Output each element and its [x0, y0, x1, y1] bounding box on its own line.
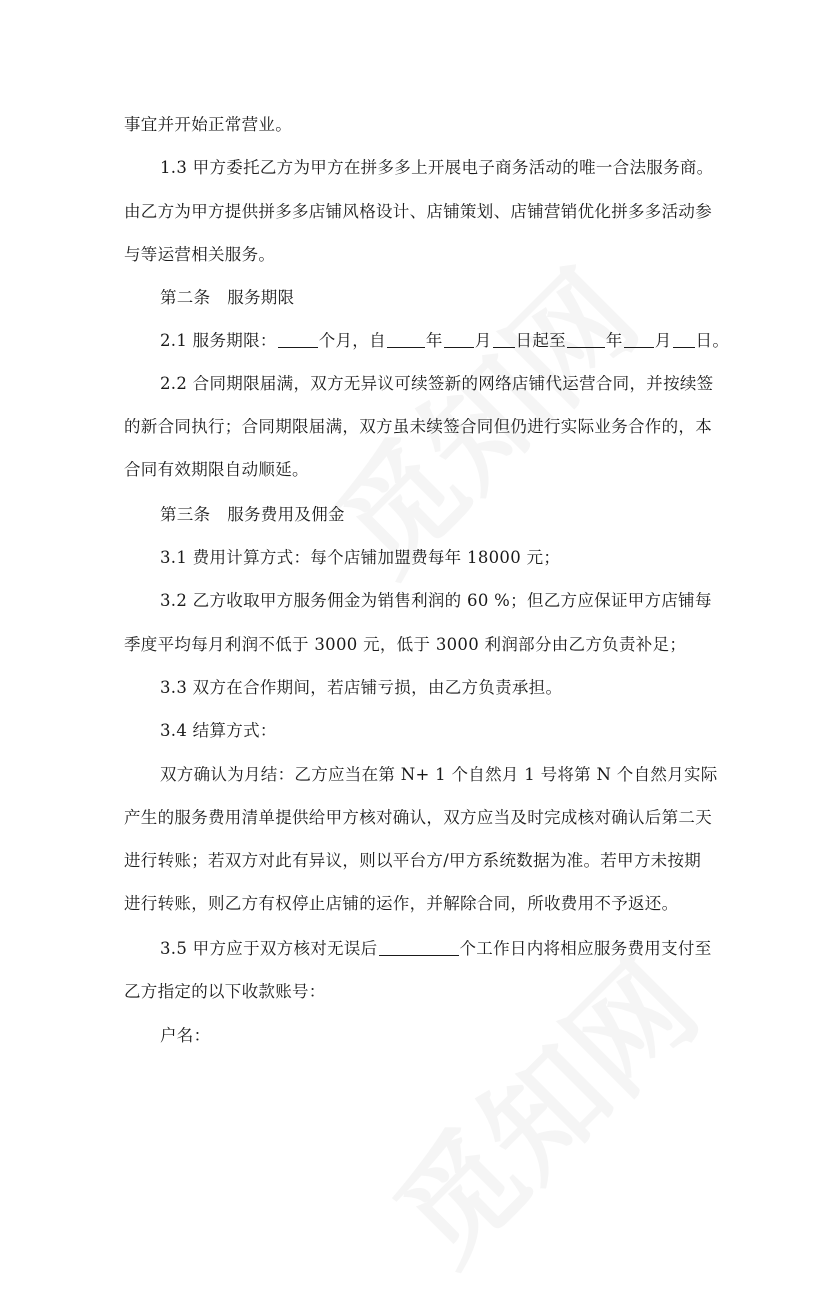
start-month-label: 月 [474, 331, 492, 350]
paragraph-line: 由乙方为甲方提供拼多多店铺风格设计、店铺策划、店铺营销优化拼多多活动参 [124, 202, 712, 221]
paragraph-line: 1.3 甲方委托乙方为甲方在拼多多上开展电子商务活动的唯一合法服务商。 [160, 158, 714, 177]
account-name-label: 户名： [160, 1026, 211, 1045]
start-year-blank[interactable] [387, 331, 425, 348]
watermark [352, 918, 728, 1294]
paragraph-line: 进行转账，则乙方有权停止店铺的运作，并解除合同，所收费用不予返还。 [124, 894, 679, 913]
service-term-line [160, 330, 729, 352]
end-month-blank[interactable] [624, 331, 654, 348]
payment-prefix: 3.5 甲方应于双方核对无误后 [160, 939, 378, 958]
payment-suffix: 个工作日内将相应服务费用支付至 [459, 939, 712, 958]
start-day-blank[interactable] [493, 331, 515, 348]
paragraph-line: 季度平均每月利润不低于 3000 元，低于 3000 利润部分由乙方负责补足； [124, 635, 687, 654]
start-year-label: 年 [425, 331, 443, 350]
paragraph-line: 3.2 乙方收取甲方服务佣金为销售利润的 60 %；但乙方应保证甲方店铺每 [160, 591, 712, 610]
payment-deadline-line [160, 938, 712, 960]
paragraph-line: 3.3 双方在合作期间，若店铺亏损，由乙方负责承担。 [160, 678, 563, 697]
paragraph-line: 2.2 合同期限届满，双方无异议可续签新的网络店铺代运营合同，并按续签 [160, 374, 714, 393]
paragraph-line: 的新合同执行；合同期限届满，双方虽未续签合同但仍进行实际业务合作的，本 [124, 417, 712, 436]
end-day-label: 日。 [695, 331, 730, 350]
paragraph-line: 3.1 费用计算方式：每个店铺加盟费每年 18000 元； [160, 548, 561, 567]
start-day-label: 日起至 [515, 331, 566, 350]
term-prefix: 2.1 服务期限： [160, 331, 277, 350]
months-blank[interactable] [278, 331, 318, 348]
paragraph-line: 乙方指定的以下收款账号： [124, 982, 326, 1001]
paragraph-line: 3.4 结算方式： [160, 721, 277, 740]
end-month-label: 月 [654, 331, 672, 350]
start-month-blank[interactable] [444, 331, 474, 348]
paragraph-line: 进行转账；若双方对此有异议，则以平台方/甲方系统数据为准。若甲方未按期 [124, 851, 702, 870]
section-heading: 第二条 服务期限 [160, 288, 295, 307]
end-year-label: 年 [605, 331, 623, 350]
paragraph-line: 合同有效期限自动顺延。 [124, 460, 309, 479]
end-year-blank[interactable] [567, 331, 605, 348]
term-months-label: 个月，自 [318, 331, 386, 350]
paragraph-line: 双方确认为月结：乙方应当在第 N+ 1 个自然月 1 号将第 N 个自然月实际 [160, 765, 718, 784]
paragraph-line: 与等运营相关服务。 [124, 245, 276, 264]
working-days-blank[interactable] [379, 939, 459, 956]
end-day-blank[interactable] [673, 331, 695, 348]
paragraph-line: 事宜并开始正常营业。 [124, 115, 292, 134]
section-heading: 第三条 服务费用及佣金 [160, 505, 345, 524]
paragraph-line: 产生的服务费用清单提供给甲方核对确认，双方应当及时完成核对确认后第二天 [124, 808, 712, 827]
